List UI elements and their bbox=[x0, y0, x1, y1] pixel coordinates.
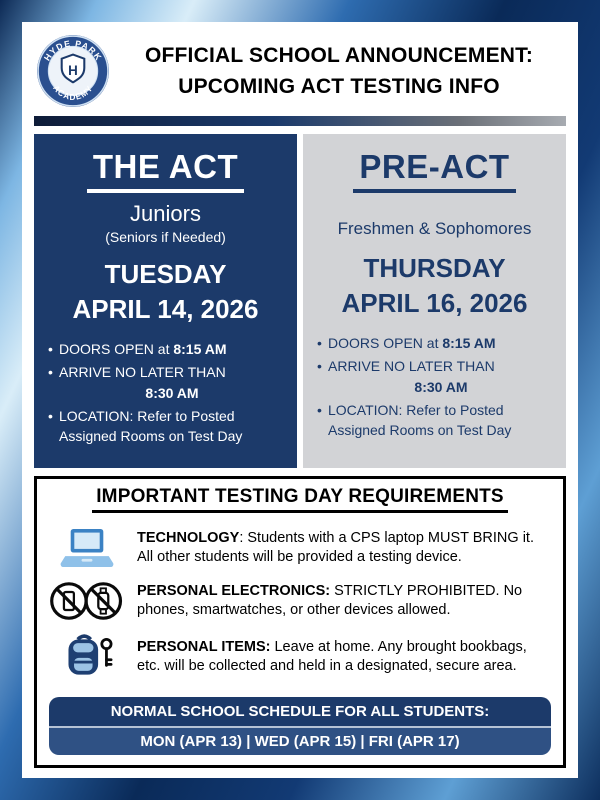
act-audience-note: (Seniors if Needed) bbox=[105, 229, 226, 245]
act-audience: Juniors bbox=[130, 201, 201, 226]
preact-bullet-location: • LOCATION: Refer to Posted Assigned Rooms on Test Day bbox=[315, 400, 554, 441]
backpack-key-icon bbox=[49, 632, 125, 682]
logo-arc-bottom: ACADEMY bbox=[51, 83, 95, 102]
preact-bullet-arrive: • ARRIVE NO LATER THAN 8:30 AM bbox=[315, 356, 554, 397]
act-panel bbox=[34, 134, 297, 468]
laptop-icon bbox=[49, 526, 125, 570]
act-bullets bbox=[44, 339, 287, 446]
school-logo bbox=[36, 34, 110, 108]
act-bullet-arrive: • ARRIVE NO LATER THAN 8:30 AM bbox=[46, 362, 285, 403]
act-date: APRIL 14, 2026 bbox=[72, 294, 259, 324]
preact-day: THURSDAY bbox=[363, 253, 506, 283]
act-day: TUESDAY bbox=[104, 259, 227, 289]
preact-audience: Freshmen & Sophomores bbox=[337, 219, 532, 238]
requirements-box bbox=[34, 476, 566, 768]
requirement-items-text: PERSONAL ITEMS: Leave at home. Any brought bookbags, etc. will be collected and held in a designated, secure area. bbox=[137, 638, 527, 674]
requirement-electronics bbox=[49, 579, 551, 623]
act-bullet-doors: • DOORS OPEN at 8:15 AM bbox=[46, 339, 285, 359]
preact-bullets bbox=[313, 333, 556, 440]
logo-arc-top: HYDE PARK bbox=[41, 38, 105, 63]
requirement-items bbox=[49, 632, 551, 682]
no-devices-icon bbox=[49, 579, 125, 623]
schedule-banner-days: MON (APR 13) | WED (APR 15) | FRI (APR 17) bbox=[49, 726, 551, 755]
schedule-banner bbox=[49, 697, 551, 755]
header bbox=[34, 30, 566, 114]
requirements-heading: IMPORTANT TESTING DAY REQUIREMENTS bbox=[92, 486, 508, 513]
schedule-banner-title: NORMAL SCHOOL SCHEDULE FOR ALL STUDENTS: bbox=[49, 697, 551, 726]
header-divider-bar bbox=[34, 116, 566, 126]
title-line-1: OFFICIAL SCHOOL ANNOUNCEMENT: bbox=[144, 43, 534, 67]
preact-date: APRIL 16, 2026 bbox=[341, 288, 528, 318]
preact-title: PRE-ACT bbox=[353, 148, 515, 193]
requirement-technology-text: TECHNOLOGY: Students with a CPS laptop MUST BRING it. All other students will be provided a testing device. bbox=[137, 529, 534, 565]
title-line-2: UPCOMING ACT TESTING INFO bbox=[178, 75, 500, 98]
requirement-technology bbox=[49, 526, 551, 570]
requirements-items bbox=[49, 513, 551, 691]
announcement-sheet bbox=[22, 22, 578, 778]
test-columns bbox=[34, 134, 566, 468]
logo-monogram: H bbox=[68, 63, 78, 79]
preact-bullet-doors: • DOORS OPEN at 8:15 AM bbox=[315, 333, 554, 353]
announcement-title bbox=[110, 40, 564, 103]
preact-panel bbox=[303, 134, 566, 468]
act-title: THE ACT bbox=[87, 148, 244, 193]
act-bullet-location: • LOCATION: Refer to Posted Assigned Rooms on Test Day bbox=[46, 406, 285, 447]
requirement-electronics-text: PERSONAL ELECTRONICS: STRICTLY PROHIBITED. No phones, smartwatches, or other devices allowed. bbox=[137, 582, 523, 618]
